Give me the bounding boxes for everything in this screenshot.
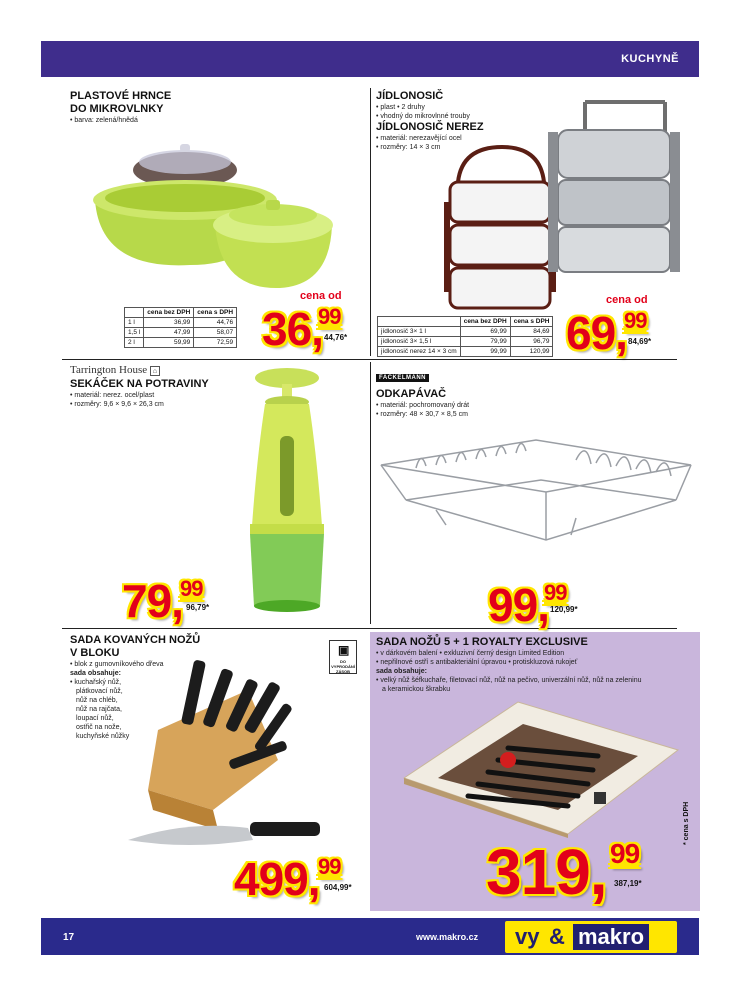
price-table: cena bez DPH cena s DPH jídlonosič 3× 1 l 69,99 84,69 jídlonosič 3× 1,5 l 79,99 96,79 jídlonosič nerez 14 × 3 cm 99,99 120,99: [377, 316, 553, 357]
price-from-label: cena od: [606, 294, 648, 306]
price-jidlonosic: 69, 99 84,69*: [566, 307, 652, 359]
product-title: SEKÁČEK NA POTRAVINY: [70, 378, 209, 390]
category-title: KUCHYNĚ: [621, 53, 679, 65]
price-odkapavac: 99, 99 120,99*: [488, 579, 578, 631]
house-icon: ⌂: [150, 366, 160, 376]
makro-logo: vy & makro: [505, 921, 677, 953]
brand-logo: Tarrington House ⌂: [70, 364, 209, 376]
dish-rack-image: [376, 430, 694, 560]
clearance-badge: ▣ DO VYPRODÁNÍ ZÁSOB: [329, 640, 357, 674]
category-header: [41, 41, 699, 77]
product-royalty: SADA NOŽŮ 5 + 1 ROYALTY EXCLUSIVE • v dárkovém balení • exkluzivní černý design Limited Edition • nepřilnové ostří s antibakteriální úpravou • protiskluzová rukojeť sada obsahuje: • velký nůž šéfkuchaře, filetovací nůž, nůž na pečivo, univerzální nůž, nůž na zeleninu a keramickou škrabku: [376, 636, 642, 693]
product-odkapavac: FACKELMANN ODKAPÁVAČ • materiál: pochromovaný drát • rozměry: 48 × 30,7 × 8,5 cm: [376, 366, 469, 419]
price-hrnce: 36, 99 44,76*: [262, 303, 348, 355]
price-royalty: 319, 99 387,19*: [486, 836, 642, 908]
knife-block-image: [128, 650, 338, 870]
product-title: JÍDLONOSIČ: [376, 90, 444, 102]
table-row: jídlonosič 3× 1,5 l 79,99 96,79: [378, 337, 553, 347]
table-row: 2 l 59,99 72,59: [125, 338, 237, 348]
table-row: 1,5 l 47,99 58,07: [125, 328, 237, 338]
price-noze-blok: 499, 99 604,99*: [234, 853, 352, 905]
table-row: 1 l 36,99 44,76: [125, 318, 237, 328]
vat-note: * cena s DPH: [683, 801, 690, 845]
product-jidlonosic: JÍDLONOSIČ • plast • 2 druhy • vhodný do mikrovlnné trouby JÍDLONOSIČ NEREZ • materiál: nerezavějící ocel • rozměry: 14 × 3 cm: [376, 90, 484, 151]
product-title: V BLOKU: [70, 647, 120, 659]
product-title: DO MIKROVLNKY: [70, 103, 164, 115]
table-row: jídlonosič nerez 14 × 3 cm 99,99 120,99: [378, 347, 553, 357]
product-sekacek: Tarrington House ⌂ SEKÁČEK NA POTRAVINY • materiál: nerez. ocel/plast • rozměry: 9,6 × 9,6 × 26,3 cm: [70, 364, 209, 408]
product-title: SADA KOVANÝCH NOŽŮ: [70, 634, 201, 646]
food-carrier-image: [440, 92, 680, 312]
product-hrnce: [70, 90, 171, 125]
price-sekacek: 79, 99 96,79*: [122, 575, 210, 627]
divider: [370, 88, 371, 356]
product-title: PLASTOVÉ HRNCE: [70, 90, 172, 102]
footer-bar: [41, 918, 699, 955]
food-chopper-image: [232, 366, 342, 616]
table-row: jídlonosič 3× 1 l 69,99 84,69: [378, 327, 553, 337]
product-noze-blok: SADA KOVANÝCH NOŽŮ V BLOKU • blok z gumovníkového dřeva sada obsahuje: • kuchařský nůž, plátkovací nůž, nůž na chléb, nůž na rajčata, loupací nůž, ostřič na nože, kuchyňské nůžky: [70, 634, 201, 740]
brand-logo: FACKELMANN: [376, 366, 469, 384]
product-title: ODKAPÁVAČ: [376, 388, 447, 400]
price-table: cena bez DPH cena s DPH 1 l 36,99 44,76 1,5 l 47,99 58,07 2 l 59,99 72,59: [124, 307, 237, 348]
royalty-gift-box-image: [398, 698, 682, 838]
box-icon: ▣: [338, 643, 350, 657]
product-title: SADA NOŽŮ 5 + 1 ROYALTY EXCLUSIVE: [376, 636, 588, 648]
website-link[interactable]: www.makro.cz: [416, 932, 479, 942]
divider: [370, 362, 371, 624]
price-from-label: cena od: [300, 290, 342, 302]
product-title: JÍDLONOSIČ NEREZ: [376, 121, 484, 133]
microwave-bowls-image: [80, 130, 340, 300]
product-bullets: • barva: zelená/hnědá: [70, 117, 138, 124]
page-number: 17: [63, 932, 75, 943]
